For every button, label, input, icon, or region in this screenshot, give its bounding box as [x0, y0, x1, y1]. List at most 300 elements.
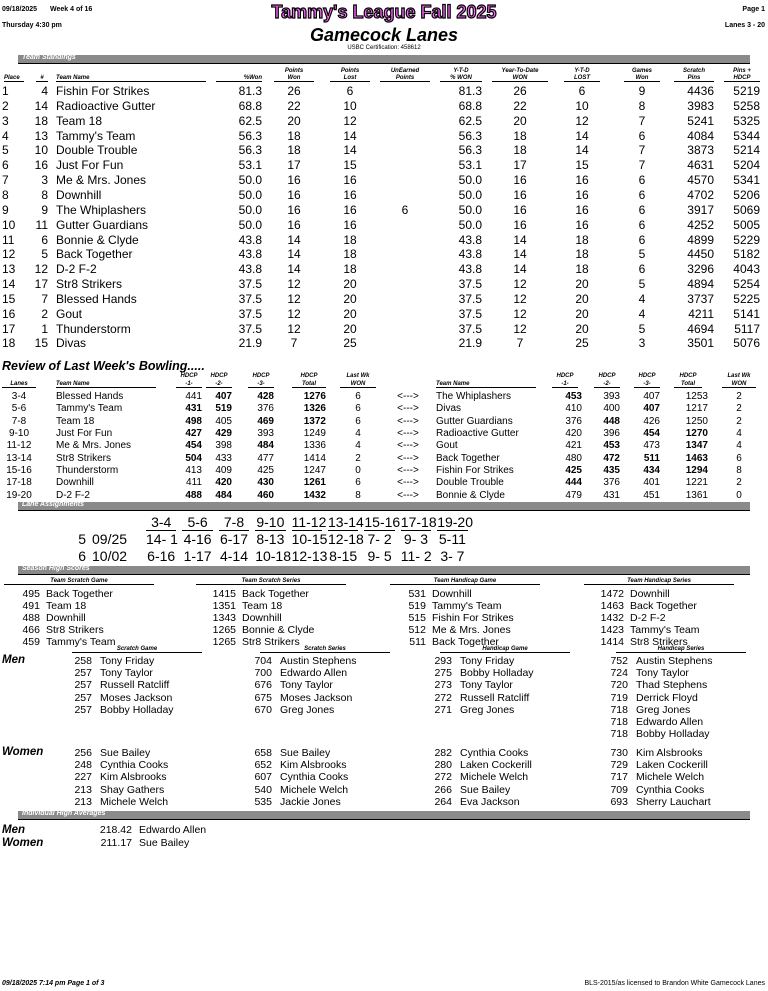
standings-row [0, 188, 768, 203]
standings-cell: 14 [343, 128, 357, 143]
standings-cell: 37.5 [458, 306, 482, 321]
score: 411 [186, 477, 202, 489]
review-header-cell: Lanes [2, 381, 36, 388]
standings-cell: 5005 [733, 217, 760, 232]
standings-cell: 18 [575, 262, 589, 277]
standings-cell: 50.0 [458, 217, 482, 232]
standings-row [0, 203, 768, 218]
review-header-cell: HDCP [679, 373, 697, 379]
standings-cell: 4252 [687, 217, 714, 232]
score: 405 [215, 415, 232, 427]
standings-cell: 50.0 [458, 187, 482, 202]
score: 393 [257, 428, 274, 440]
score: 1336 [303, 440, 326, 452]
score: 257 [74, 691, 92, 704]
team-name: Me & Mrs. Jones [56, 440, 132, 452]
standings-cell: 10 [575, 98, 589, 113]
score: 451 [643, 489, 660, 501]
standings-cell: 22 [287, 98, 301, 113]
score: 448 [603, 415, 620, 427]
standings-cell: 50.0 [238, 202, 262, 217]
standings-cell: 20 [575, 291, 589, 306]
standings-cell: 50.0 [458, 173, 482, 188]
review-header-cell: -2- [594, 381, 620, 388]
standings-row [0, 292, 768, 307]
standings-cell: 62.5 [458, 113, 482, 128]
lane-pair: 7-8 [11, 415, 27, 427]
score: 1432 [303, 489, 326, 501]
standings-cell: 26 [513, 84, 527, 98]
standings-cell: 16 [287, 173, 301, 188]
standings-cell: 56.3 [458, 128, 482, 143]
standings-cell: 5182 [733, 247, 760, 262]
won: 2 [736, 477, 742, 489]
team-name: Double Trouble [436, 477, 504, 489]
standings-cell: 25 [575, 336, 589, 351]
averages-title: Individual High Averages [22, 810, 106, 817]
score: 658 [254, 747, 272, 759]
lane-label: 11-12 [291, 514, 327, 530]
review-header-cell: HDCP [210, 373, 228, 379]
bowler-name: Moses Jackson [100, 691, 173, 704]
score: 484 [215, 489, 232, 501]
score: 407 [215, 391, 232, 402]
standings-cell: Gout [56, 306, 83, 321]
standings-cell: 4570 [687, 173, 714, 188]
score: 1361 [685, 489, 708, 501]
standings-cell: 6 [638, 128, 646, 143]
standings-cell: Gutter Guardians [56, 217, 149, 232]
lane-label: 17-18 [400, 514, 437, 530]
standings-cell: 21.9 [238, 336, 262, 351]
won: 2 [736, 415, 742, 427]
lane-label: 19-20 [437, 514, 473, 530]
usbc-certification: USBC Certification: 458612 [347, 45, 421, 51]
standings-cell: 12 [513, 321, 527, 336]
standings-cell: 26 [287, 84, 301, 98]
bowler-name: Edwardo Allen [636, 716, 704, 728]
team-high-title: Team Scratch Series [196, 578, 346, 585]
versus-arrow: <---> [397, 477, 419, 489]
standings-cell: 5 [41, 247, 48, 262]
review-header-cell: WON [722, 381, 756, 388]
score: 1414 [303, 452, 326, 464]
standings-cell: 4450 [687, 247, 714, 262]
standings-cell: 43.8 [238, 262, 262, 277]
score: 376 [257, 403, 274, 415]
bowler-name: Edwardo Allen [139, 824, 207, 836]
standings-cell: 7 [516, 336, 524, 351]
standings-cell: 3873 [687, 143, 714, 158]
won: 8 [355, 489, 361, 501]
team-name: Downhill [242, 612, 282, 624]
matchup: 4-14 [219, 548, 248, 564]
bowler-name: Bobby Holladay [460, 667, 534, 680]
score: 258 [74, 655, 92, 667]
score: 401 [643, 477, 660, 489]
team-name: Team 18 [56, 415, 95, 427]
matchup: 1-17 [183, 548, 212, 564]
team-name: Divas [436, 403, 462, 415]
standings-cell: 2 [2, 98, 9, 113]
team-name: Bonnie & Clyde [436, 489, 505, 501]
standings-row [0, 233, 768, 248]
bowler-name: Michele Welch [100, 795, 169, 808]
standings-cell: 9 [2, 202, 9, 217]
standings-cell: 5344 [733, 128, 760, 143]
standings-cell: 12 [513, 277, 527, 292]
standings-cell: 17 [34, 277, 48, 292]
bowler-name: Moses Jackson [280, 691, 353, 704]
standings-cell: 4436 [687, 84, 714, 98]
score: 511 [643, 452, 660, 464]
bowler-name: Cynthia Cooks [280, 771, 349, 784]
standings-row [0, 247, 768, 262]
score: 431 [603, 489, 620, 501]
review-header-cell: Last Wk [346, 373, 370, 379]
standings-cell: 68.8 [458, 98, 482, 113]
bowler-name: Austin Stephens [636, 655, 713, 667]
standings-cell: 8 [638, 98, 646, 113]
standings-cell: 3 [2, 113, 9, 128]
score: 515 [408, 612, 426, 624]
review-header-cell: HDCP [180, 373, 198, 379]
team-high-title: Team Scratch Game [4, 578, 154, 585]
score: 257 [74, 667, 92, 680]
score: 413 [185, 465, 202, 477]
score: 709 [610, 783, 628, 796]
standings-row [0, 218, 768, 233]
review-header-cell: Team Name [436, 381, 536, 388]
score: 540 [254, 783, 272, 796]
standings-cell: 7 [2, 173, 9, 188]
team-name: Tammy's Team [630, 624, 700, 636]
standings-cell: 5 [638, 321, 646, 336]
bowler-name: Greg Jones [636, 703, 691, 716]
standings-cell: 6 [638, 262, 646, 277]
lane-label: 5-6 [182, 514, 212, 531]
score: 376 [603, 477, 620, 489]
team-name: Thunderstorm [56, 465, 119, 477]
standings-cell: 18 [513, 128, 527, 143]
bowler-name: Russell Ratcliff [100, 679, 170, 692]
score: 724 [610, 667, 628, 680]
standings-cell: 15 [34, 336, 48, 351]
won: 6 [736, 452, 742, 464]
lane-pair: 13-14 [6, 452, 32, 464]
score: 531 [408, 588, 426, 600]
score: 718 [610, 716, 628, 728]
standings-cell: 14 [2, 277, 16, 292]
team-name: Team 18 [242, 600, 283, 612]
bowler-name: Tony Taylor [100, 667, 153, 680]
page-label: Page 1 [742, 6, 765, 13]
standings-cell: 5 [2, 143, 9, 158]
score: 376 [565, 415, 582, 427]
score: 676 [254, 679, 272, 692]
bowler-name: Cynthia Cooks [636, 783, 705, 796]
score: 469 [257, 415, 274, 427]
review-header-cell: HDCP [598, 373, 616, 379]
standings-cell: 16 [287, 217, 301, 232]
score: 484 [257, 440, 274, 452]
score: 272 [434, 771, 452, 784]
score: 428 [257, 391, 274, 402]
score: 719 [610, 691, 628, 704]
matchup: 7- 2 [367, 531, 392, 547]
standings-cell: D-2 F-2 [56, 262, 97, 277]
score: 453 [603, 440, 620, 452]
season-high-title: Season High Scores [22, 565, 90, 572]
team-name: Tammy's Team [432, 600, 502, 612]
won: 6 [355, 415, 361, 427]
won: 8 [736, 465, 742, 477]
standings-cell: 3296 [687, 262, 714, 277]
score: 275 [434, 667, 452, 680]
standings-cell: Bonnie & Clyde [56, 232, 139, 247]
won: 6 [355, 391, 361, 402]
standings-cell: 12 [34, 262, 48, 277]
standings-cell: 20 [575, 306, 589, 321]
standings-cell: 17 [2, 321, 16, 336]
score: 752 [610, 655, 628, 667]
standings-cell: 12 [2, 247, 16, 262]
standings-cell: 16 [2, 306, 16, 321]
score: 410 [565, 403, 582, 415]
standings-cell: 43.8 [238, 232, 262, 247]
standings-cell: 18 [343, 247, 357, 262]
standings-row [0, 99, 768, 114]
won: 4 [355, 428, 361, 440]
score: 398 [215, 440, 232, 452]
score: 256 [74, 747, 92, 759]
standings-cell: 56.3 [458, 143, 482, 158]
score: 1423 [600, 624, 624, 636]
standings-cell: 25 [343, 336, 357, 351]
score: 435 [603, 465, 620, 477]
standings-cell: 16 [343, 217, 357, 232]
team-name: Back Together [242, 588, 309, 600]
score: 282 [434, 747, 452, 759]
standings-cell: 4043 [733, 262, 760, 277]
standings-cell: 18 [343, 262, 357, 277]
lane-pair: 3-4 [11, 391, 27, 402]
standings-cell: 20 [513, 113, 527, 128]
score: 1351 [212, 600, 236, 612]
score: 729 [610, 759, 628, 772]
review-header-cell: HDCP [638, 373, 656, 379]
standings-cell: 5214 [733, 143, 760, 158]
score: 427 [185, 428, 202, 440]
standings-cell: 37.5 [458, 277, 482, 292]
standings-cell: 5254 [733, 277, 760, 292]
standings-cell: 6 [638, 232, 646, 247]
team-name: Back Together [630, 600, 697, 612]
score: 425 [565, 465, 582, 477]
standings-cell: Just For Fun [56, 158, 124, 173]
bowler-name: Michele Welch [280, 783, 349, 796]
review-row [0, 465, 768, 477]
score: 1247 [303, 465, 326, 477]
score: 488 [22, 612, 40, 624]
standings-cell: 14 [575, 128, 589, 143]
standings-cell: 6 [638, 173, 646, 188]
standings-cell: 81.3 [458, 84, 482, 98]
review-header-cell: -3- [248, 381, 274, 388]
won: 4 [736, 428, 742, 440]
matchup: 11- 2 [400, 548, 432, 564]
bowler-name: Greg Jones [460, 703, 515, 716]
standings-cell: 5069 [733, 202, 760, 217]
team-name: Just For Fun [56, 428, 113, 440]
score: 675 [254, 691, 272, 704]
bowler-name: Derrick Floyd [636, 691, 698, 704]
bowler-name: Jackie Jones [280, 795, 341, 808]
standings-cell: 5241 [687, 113, 714, 128]
score: 396 [603, 428, 620, 440]
score: 535 [254, 795, 272, 808]
standings-cell: Blessed Hands [56, 291, 137, 306]
individual-high-header: Handicap Game [440, 646, 570, 653]
standings-cell: 50.0 [238, 173, 262, 188]
score: 1326 [303, 403, 326, 415]
standings-cell: 16 [34, 158, 48, 173]
score: 426 [643, 415, 660, 427]
bowler-name: Laken Cockerill [460, 759, 532, 772]
standings-cell: 14 [34, 98, 48, 113]
league-title: Tammy's League Fall 2025 [271, 2, 497, 22]
score: 441 [185, 391, 202, 402]
standings-cell: 5225 [733, 291, 760, 306]
standings-cell: 5325 [733, 113, 760, 128]
standings-cell: 16 [287, 202, 301, 217]
standings-cell: 4 [638, 291, 646, 306]
score: 271 [434, 703, 452, 716]
standings-cell: 12 [287, 277, 301, 292]
matchup: 9- 5 [367, 548, 392, 564]
league-day-time: Thursday 4:30 pm [2, 22, 62, 29]
score: 213 [74, 783, 92, 796]
bowler-name: Bobby Holladay [636, 728, 710, 741]
standings-cell: 5341 [733, 173, 760, 188]
lanes-label: Lanes 3 - 20 [724, 22, 765, 29]
individual-high-header: Scratch Game [72, 646, 202, 653]
team-name: D-2 F-2 [56, 489, 90, 501]
score: 272 [434, 691, 452, 704]
standings-cell: 43.8 [238, 247, 262, 262]
bowler-name: Sue Bailey [460, 783, 511, 796]
bowler-name: Michele Welch [460, 771, 529, 784]
standings-cell: 68.8 [238, 98, 262, 113]
matchup: 14- 1 [146, 531, 178, 547]
score: 504 [185, 452, 202, 464]
matchup: 5-11 [438, 531, 466, 547]
standings-cell: 81.3 [238, 84, 262, 98]
standings-cell: 4084 [687, 128, 714, 143]
standings-cell: Back Together [56, 247, 133, 262]
matchup: 9- 3 [403, 531, 429, 547]
matchup: 10-15 [291, 531, 328, 547]
score: 1221 [685, 477, 708, 489]
versus-arrow: <---> [397, 489, 419, 501]
team-name: Downhill [56, 477, 94, 489]
standings-cell: Me & Mrs. Jones [56, 173, 147, 188]
review-row [0, 440, 768, 452]
score: 431 [185, 403, 202, 415]
score: 704 [254, 655, 272, 667]
standings-cell: 18 [343, 232, 357, 247]
standings-cell: 5117 [734, 321, 760, 336]
team-name: Blessed Hands [56, 391, 124, 402]
standings-cell: 15 [575, 158, 589, 173]
review-header-cell: Total [674, 381, 702, 388]
week-date: 09/25 [92, 531, 128, 547]
bowler-name: Sue Bailey [100, 747, 151, 759]
standings-cell: Radioactive Gutter [56, 98, 156, 113]
won: 6 [355, 477, 361, 489]
standings-cell: Team 18 [56, 113, 103, 128]
standings-row [0, 322, 768, 337]
score: 519 [215, 403, 232, 415]
season-high-bar [18, 566, 750, 575]
standings-cell: 4 [2, 128, 9, 143]
score: 430 [257, 477, 274, 489]
score: 1347 [685, 440, 708, 452]
standings-cell: 5 [638, 247, 646, 262]
score: 1343 [212, 612, 236, 624]
review-row [0, 403, 768, 415]
score: 1249 [303, 428, 326, 440]
standings-cell: 16 [575, 202, 589, 217]
score: 491 [22, 600, 40, 612]
standings-cell: 16 [343, 173, 357, 188]
score: 1250 [685, 415, 708, 427]
week-date: 10/02 [92, 548, 128, 564]
standings-cell: 16 [575, 217, 589, 232]
gender-label: Men [2, 824, 25, 836]
review-header-cell: Last Wk [727, 373, 751, 379]
bowler-name: Kim Alsbrooks [636, 747, 703, 759]
score: 453 [565, 391, 582, 402]
standings-cell: 3 [638, 336, 646, 351]
matchup: 8-13 [256, 531, 285, 547]
standings-cell: 1 [2, 84, 9, 98]
score: 1253 [685, 391, 708, 402]
standings-cell: 2 [41, 306, 48, 321]
standings-cell: 20 [343, 321, 357, 336]
standings-cell: 14 [287, 247, 301, 262]
standings-cell: 16 [343, 202, 357, 217]
review-row [0, 428, 768, 440]
bowler-name: Bobby Holladay [100, 703, 174, 716]
score: 433 [215, 452, 232, 464]
team-name: Downhill [46, 612, 86, 624]
standings-cell: 3501 [687, 336, 714, 351]
standings-cell: 3 [41, 173, 48, 188]
standings-cell: 53.1 [458, 158, 482, 173]
standings-row [0, 336, 768, 351]
standings-cell: 14 [513, 247, 527, 262]
lane-pair: 15-16 [6, 465, 32, 477]
score: 444 [565, 477, 582, 489]
team-name: Back Together [46, 588, 113, 600]
standings-cell: 12 [287, 306, 301, 321]
review-header-cell: WON [340, 381, 376, 388]
score: 1261 [303, 477, 326, 489]
lane-pair: 17-18 [6, 477, 32, 489]
score: 718 [610, 728, 628, 741]
lane-label: 13-14 [328, 514, 364, 530]
